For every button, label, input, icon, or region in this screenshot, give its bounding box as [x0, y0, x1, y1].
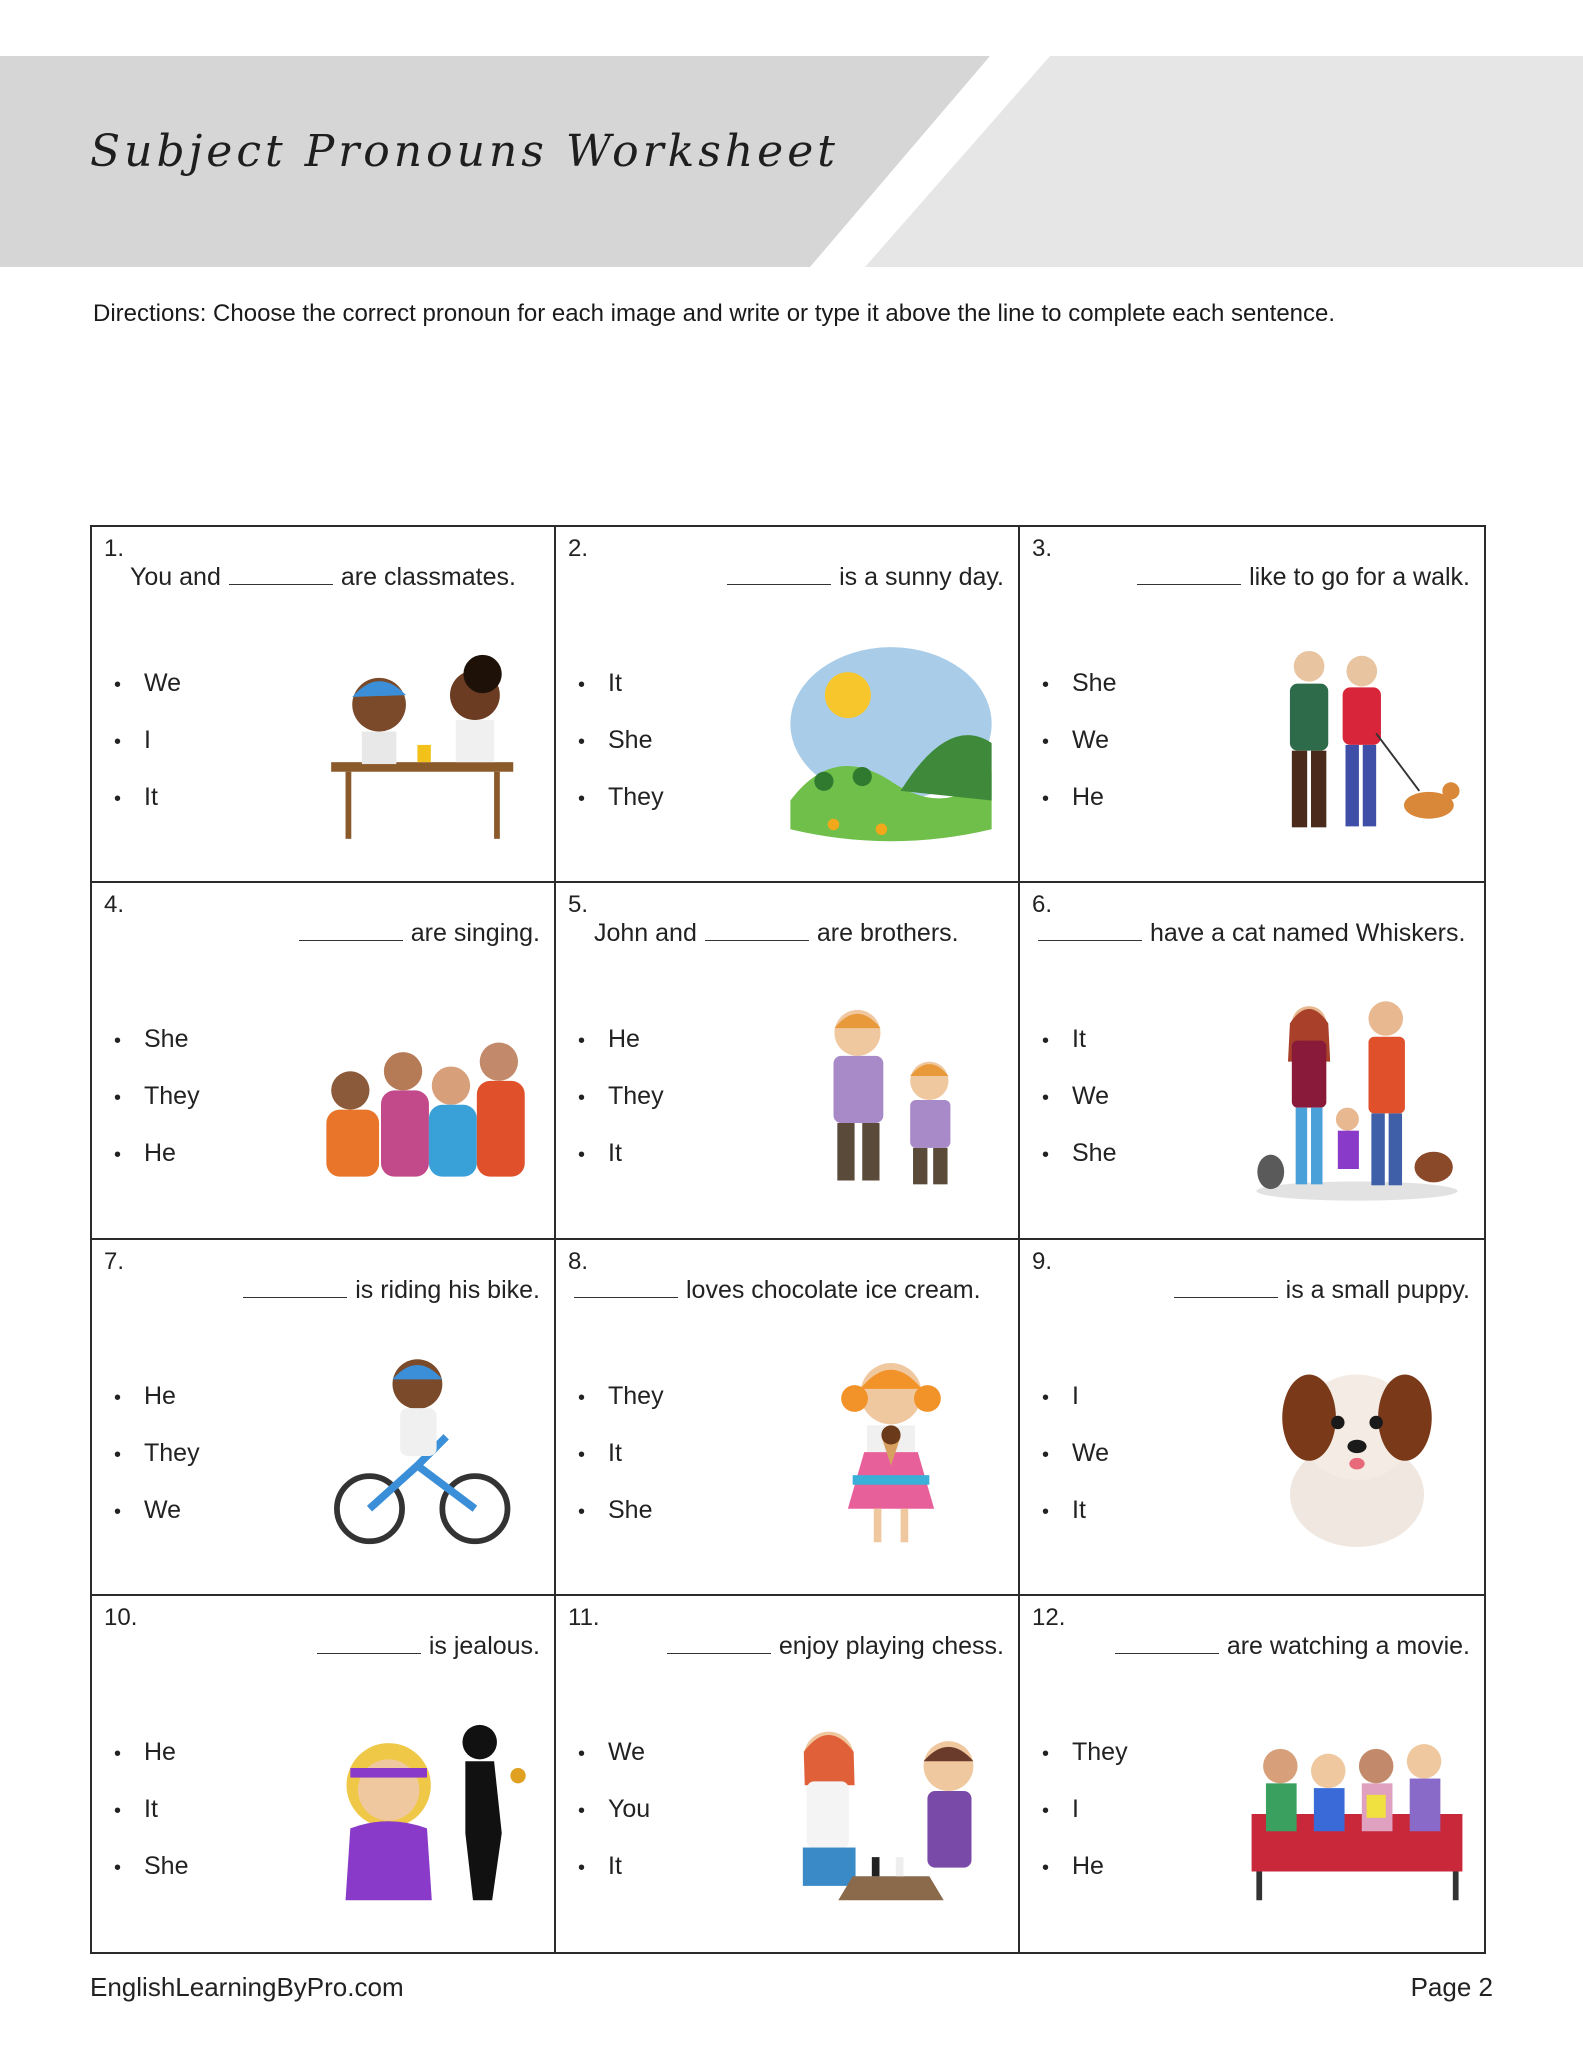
bullet-icon: • [578, 674, 586, 696]
bullet-icon: • [578, 1030, 586, 1053]
friends-watching-movie-illustration [1242, 1704, 1472, 1924]
option-label: They [144, 1082, 200, 1111]
exercise-cell-12 [1020, 1596, 1484, 1952]
bullet-icon: • [1042, 1443, 1050, 1466]
kids-playing-chess-illustration [776, 1704, 1006, 1924]
answer-blank[interactable] [1038, 918, 1142, 941]
sentence-end: enjoy playing chess. [778, 1631, 1004, 1660]
option-label: It [608, 1438, 622, 1467]
pronoun-options [114, 1011, 200, 1182]
directions-text: Directions: Choose the correct pronoun for each image and write or type it above the line to complete each sentence. [93, 300, 1336, 327]
option-label: They [608, 1381, 664, 1410]
bullet-icon: • [114, 1443, 122, 1466]
bullet-icon: • [578, 1087, 586, 1110]
bullet-icon: • [1042, 1030, 1050, 1053]
pronoun-option [1042, 1724, 1128, 1781]
pronoun-option [114, 1425, 200, 1482]
exercise-number: 7. [104, 1247, 125, 1275]
pronoun-options [578, 655, 664, 826]
option-label: It [144, 783, 158, 811]
exercise-cell-9 [1020, 1240, 1484, 1596]
pronoun-option [578, 1724, 650, 1781]
pronoun-option [114, 1368, 200, 1425]
kids-at-table-illustration [312, 633, 542, 853]
pronoun-options [114, 1724, 188, 1895]
answer-blank[interactable] [1137, 562, 1241, 585]
bullet-icon: • [114, 731, 122, 753]
exercise-sentence [566, 1630, 1004, 1662]
option-label: We [144, 1495, 182, 1524]
pronoun-option [578, 1068, 664, 1125]
exercise-sentence [102, 561, 540, 593]
option-label: It [1072, 1025, 1086, 1054]
bullet-icon: • [114, 1799, 122, 1822]
pronoun-option [1042, 1781, 1128, 1838]
pronoun-option [1042, 1368, 1109, 1425]
bullet-icon: • [578, 1799, 586, 1822]
option-label: She [1072, 669, 1117, 697]
sentence-end: is a small puppy. [1285, 1275, 1470, 1304]
sentence-end: are watching a movie. [1226, 1631, 1470, 1660]
option-label: I [1072, 1794, 1079, 1823]
option-label: He [1072, 1851, 1104, 1880]
exercise-sentence [102, 1274, 540, 1306]
option-label: We [144, 669, 182, 697]
pronoun-option [1042, 1482, 1109, 1539]
answer-blank[interactable] [317, 1631, 421, 1654]
girl-with-ice-cream-illustration [776, 1346, 1006, 1566]
pronoun-option [578, 1425, 664, 1482]
exercise-number: 11. [568, 1603, 600, 1631]
sentence-end: is a sunny day. [839, 563, 1004, 591]
option-label: She [608, 726, 653, 754]
sentence-end: have a cat named Whiskers. [1150, 919, 1466, 948]
exercise-cell-2 [556, 527, 1020, 883]
pronoun-option [578, 1011, 664, 1068]
exercise-number: 2. [568, 535, 589, 562]
option-label: They [1072, 1737, 1128, 1766]
group-singing-illustration [312, 990, 542, 1210]
pronoun-option [1042, 1125, 1116, 1182]
pronoun-options [578, 1011, 664, 1182]
pronoun-option [1042, 1838, 1128, 1895]
exercise-cell-4 [92, 883, 556, 1239]
bullet-icon: • [578, 1856, 586, 1879]
family-with-pets-illustration [1242, 990, 1472, 1210]
bullet-icon: • [578, 1500, 586, 1523]
exercise-cell-3 [1020, 527, 1484, 883]
option-label: She [1072, 1139, 1117, 1168]
pronoun-option [578, 655, 664, 712]
pronoun-options [1042, 1724, 1128, 1895]
bullet-icon: • [114, 1742, 122, 1765]
exercise-number: 12. [1032, 1603, 1066, 1631]
exercise-number: 9. [1032, 1247, 1053, 1275]
bullet-icon: • [1042, 674, 1050, 696]
pronoun-option [1042, 712, 1116, 769]
option-label: They [608, 783, 664, 811]
exercise-number: 4. [104, 891, 125, 919]
pronoun-option [1042, 1011, 1116, 1068]
option-label: It [144, 1794, 158, 1823]
pronoun-option [578, 1838, 650, 1895]
exercise-sentence [566, 561, 1004, 593]
option-label: We [608, 1737, 646, 1766]
pronoun-option [578, 1781, 650, 1838]
exercise-sentence [102, 917, 540, 949]
pronoun-option [1042, 1425, 1109, 1482]
pronoun-option [114, 1781, 188, 1838]
pronoun-options [114, 655, 181, 826]
option-label: It [608, 669, 622, 697]
option-label: They [144, 1438, 200, 1467]
bullet-icon: • [114, 1030, 122, 1053]
pronoun-option [114, 1724, 188, 1781]
sentence-end: is riding his bike. [355, 1275, 540, 1304]
bullet-icon: • [1042, 731, 1050, 753]
boy-on-bike-illustration [312, 1346, 542, 1566]
pronoun-option [114, 712, 181, 769]
option-label: He [1072, 783, 1104, 811]
bullet-icon: • [114, 674, 122, 696]
option-label: She [608, 1495, 653, 1524]
bullet-icon: • [114, 1856, 122, 1879]
page-title: Subject Pronouns Worksheet [90, 126, 839, 177]
answer-blank[interactable] [1115, 1631, 1219, 1654]
bullet-icon: • [578, 1742, 586, 1765]
bullet-icon: • [114, 1386, 122, 1409]
pronoun-option [114, 655, 181, 712]
exercise-number: 10. [104, 1603, 138, 1631]
sentence-end: loves chocolate ice cream. [686, 1275, 981, 1304]
pronoun-option [114, 1838, 188, 1895]
option-label: He [608, 1025, 640, 1054]
exercise-cell-6 [1020, 883, 1484, 1239]
option-label: He [144, 1381, 176, 1410]
jealous-girl-illustration [312, 1704, 542, 1924]
sunny-landscape-illustration [776, 633, 1006, 853]
bullet-icon: • [1042, 1144, 1050, 1167]
pronoun-option [578, 1125, 664, 1182]
sentence-end: are classmates. [340, 563, 516, 591]
elderly-couple-walking-dog-illustration [1242, 633, 1472, 853]
option-label: You [608, 1794, 651, 1823]
pronoun-option [578, 712, 664, 769]
sentence-end: are brothers. [816, 919, 959, 948]
bullet-icon: • [1042, 1742, 1050, 1765]
answer-blank[interactable] [574, 1275, 678, 1298]
option-label: We [1072, 726, 1110, 754]
pronoun-options [578, 1368, 664, 1539]
exercise-sentence [1030, 917, 1470, 949]
bullet-icon: • [114, 1144, 122, 1167]
option-label: She [144, 1025, 189, 1054]
answer-blank[interactable] [705, 918, 809, 941]
option-label: It [608, 1851, 622, 1880]
exercise-sentence [1030, 1630, 1470, 1662]
answer-blank[interactable] [727, 562, 831, 585]
pronoun-option [1042, 1068, 1116, 1125]
exercise-number: 5. [568, 891, 589, 919]
pronoun-option [114, 1125, 200, 1182]
bullet-icon: • [578, 1386, 586, 1409]
exercise-number: 6. [1032, 891, 1053, 919]
exercise-sentence [566, 917, 1004, 949]
pronoun-option [114, 1068, 200, 1125]
answer-blank[interactable] [243, 1275, 347, 1298]
bullet-icon: • [1042, 1799, 1050, 1822]
bullet-icon: • [114, 1500, 122, 1523]
option-label: He [144, 1139, 176, 1168]
pronoun-options [1042, 1368, 1109, 1539]
option-label: It [608, 1139, 622, 1168]
pronoun-options [1042, 655, 1116, 826]
sentence-end: is jealous. [428, 1631, 540, 1660]
exercise-cell-1 [92, 527, 556, 883]
bullet-icon: • [1042, 1500, 1050, 1523]
exercise-sentence [566, 1274, 1004, 1306]
pronoun-option [114, 1482, 200, 1539]
bullet-icon: • [578, 1443, 586, 1466]
bullet-icon: • [578, 731, 586, 753]
pronoun-option [578, 1368, 664, 1425]
pronoun-option [578, 1482, 664, 1539]
exercise-cell-10 [92, 1596, 556, 1952]
option-label: We [1072, 1082, 1110, 1111]
exercise-cell-7 [92, 1240, 556, 1596]
answer-blank[interactable] [667, 1631, 771, 1654]
worksheet-grid [90, 525, 1486, 1954]
exercise-cell-8 [556, 1240, 1020, 1596]
footer-site: EnglishLearningByPro.com [90, 1972, 404, 2002]
option-label: They [608, 1082, 664, 1111]
sentence-start: John and [594, 919, 697, 948]
pronoun-option [114, 1011, 200, 1068]
pronoun-option [1042, 655, 1116, 712]
answer-blank[interactable] [1174, 1275, 1278, 1298]
puppy-illustration [1242, 1346, 1472, 1566]
exercise-sentence [1030, 561, 1470, 593]
bullet-icon: • [114, 1087, 122, 1110]
exercise-number: 1. [104, 535, 125, 562]
exercise-cell-5 [556, 883, 1020, 1239]
bullet-icon: • [1042, 1386, 1050, 1409]
bullet-icon: • [578, 788, 586, 810]
two-brothers-illustration [776, 990, 1006, 1210]
pronoun-options [114, 1368, 200, 1539]
answer-blank[interactable] [299, 918, 403, 941]
exercise-cell-11 [556, 1596, 1020, 1952]
bullet-icon: • [114, 788, 122, 810]
exercise-number: 8. [568, 1247, 589, 1275]
bullet-icon: • [1042, 1087, 1050, 1110]
sentence-end: are singing. [410, 919, 540, 948]
pronoun-options [1042, 1011, 1116, 1182]
bullet-icon: • [578, 1144, 586, 1167]
exercise-number: 3. [1032, 535, 1053, 562]
sentence-end: like to go for a walk. [1249, 563, 1470, 591]
pronoun-option [1042, 769, 1116, 826]
sentence-start: You and [130, 563, 221, 591]
pronoun-option [578, 769, 664, 826]
option-label: I [144, 726, 151, 754]
footer-page-number: Page 2 [1410, 1972, 1493, 2002]
bullet-icon: • [1042, 1856, 1050, 1879]
exercise-sentence [102, 1630, 540, 1662]
option-label: It [1072, 1495, 1086, 1524]
option-label: She [144, 1851, 189, 1880]
option-label: I [1072, 1381, 1079, 1410]
bullet-icon: • [1042, 788, 1050, 810]
option-label: We [1072, 1438, 1110, 1467]
pronoun-options [578, 1724, 650, 1895]
pronoun-option [114, 769, 181, 826]
answer-blank[interactable] [229, 562, 333, 585]
option-label: He [144, 1737, 176, 1766]
exercise-sentence [1030, 1274, 1470, 1306]
